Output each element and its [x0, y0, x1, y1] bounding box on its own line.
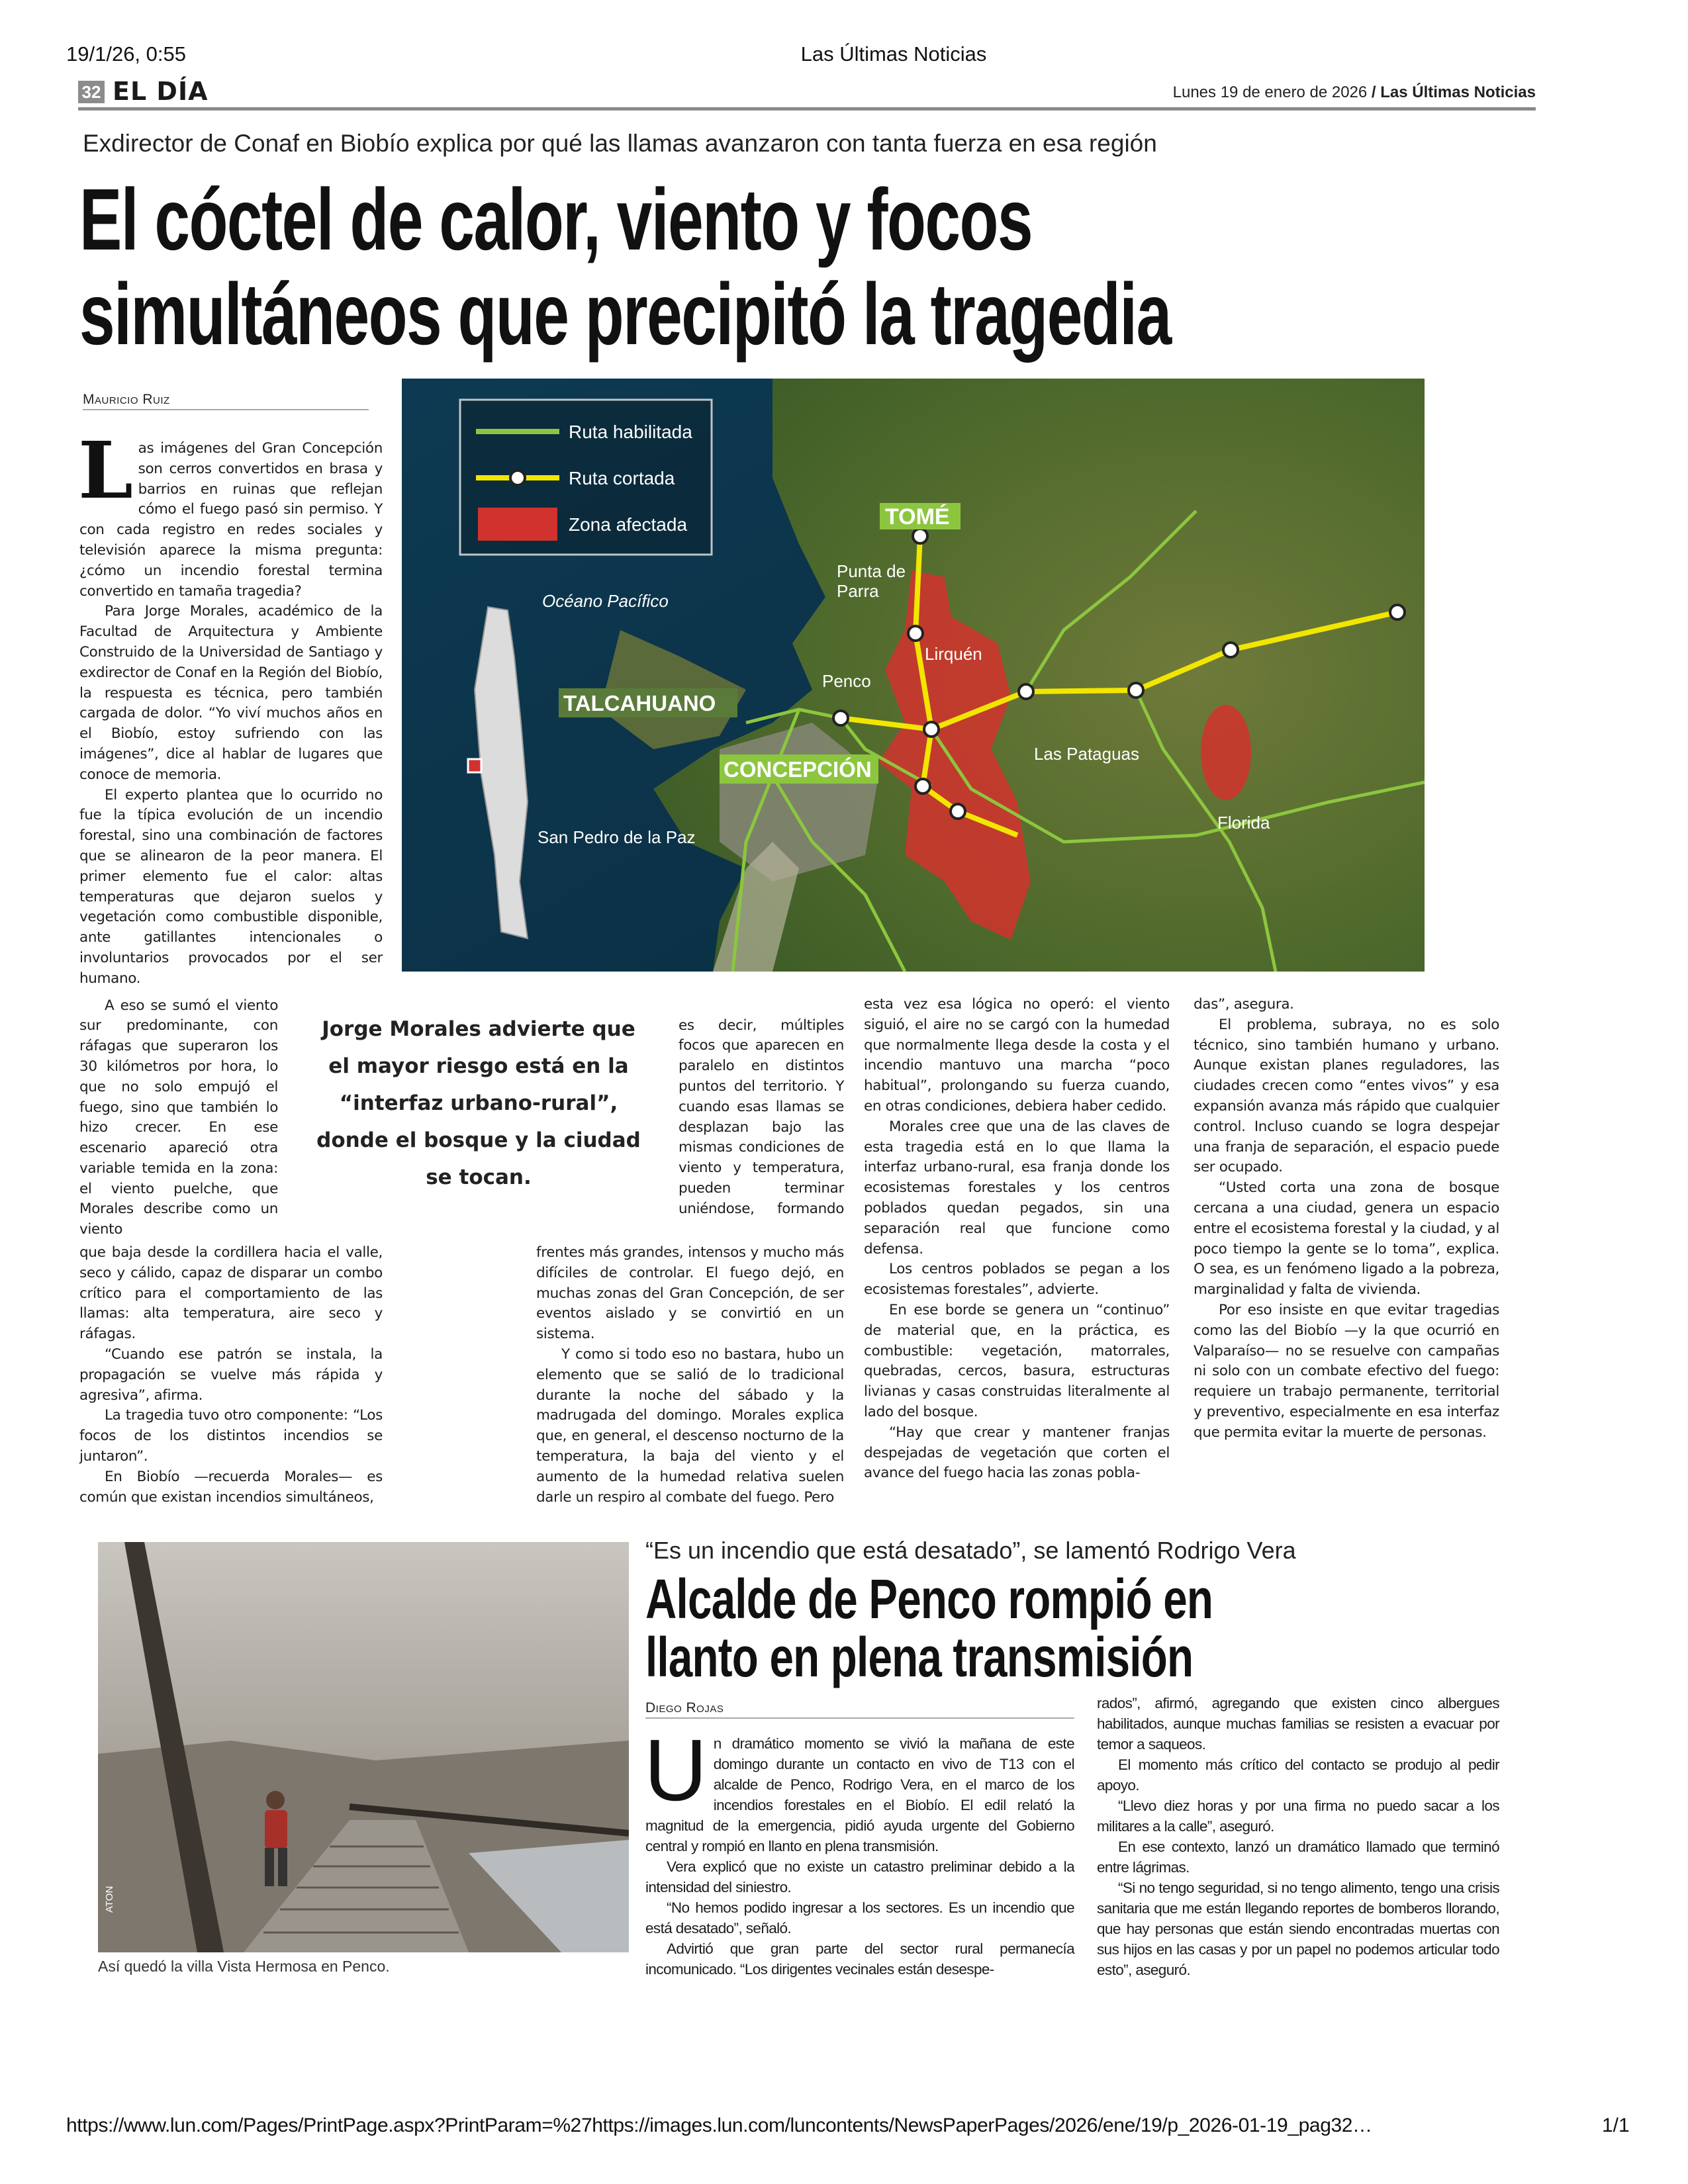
map-label-punta-de-parra: Punta de — [837, 561, 906, 581]
article1-headline-line2: simultáneos que precipitó la tragedia — [79, 265, 1171, 363]
newspaper-name: / Las Últimas Noticias — [1371, 83, 1536, 101]
map-label-las-pataguas: Las Pataguas — [1034, 744, 1140, 764]
article2-byline: Diego Rojas — [645, 1700, 1074, 1719]
article2-kicker: “Es un incendio que está desatado”, se lamentó Rodrigo Vera — [645, 1537, 1296, 1565]
article2-col2 — [1097, 1693, 1499, 1980]
article2-photo — [98, 1542, 629, 1952]
article1-byline: Mauricio Ruiz — [83, 392, 369, 410]
issue-date: Lunes 19 de enero de 2026 — [1172, 83, 1368, 101]
article1-headline-line1: El cóctel de calor, viento y focos — [79, 171, 1033, 268]
map-label-florida: Florida — [1217, 813, 1270, 833]
paragraph: En ese borde se genera un “continuo” de material que, en la práctica, es combustible: vegetación, matorrales, quebradas, cercos, basura, estructuras livianas y casas construidas literalmente al lado del bosque. — [864, 1301, 1170, 1420]
article1-kicker: Exdirector de Conaf en Biobío explica por qué las llamas avanzaron con tanta fuerza en esa región — [83, 130, 1157, 157]
paragraph: rados”, afirmó, agregando que existen cinco albergues habilitados, aunque muchas familias se resisten a evacuar por temor a saqueos. — [1097, 1695, 1499, 1753]
pull-quote-line: el mayor riesgo está en la — [328, 1054, 629, 1078]
paragraph: El experto plantea que lo ocurrido no fue la típica evolución de un incendio forestal, sino una combinación de factores que se alinearon de la peor manera. El primer elemento fue el calor: altas temperaturas que dejaron suelos y vegetación como combustible disponible, ante gatillantes intencionales o involuntarios provocados por el ser humano. — [79, 786, 383, 987]
section-name: EL DÍA — [113, 77, 209, 106]
article2-dropcap: U — [644, 1721, 707, 1819]
article1-col2-bottom — [536, 1243, 844, 1508]
article1-bottom-row — [79, 1243, 844, 1508]
paragraph: La tragedia tuvo otro componente: “Los focos de los distintos incendios se juntaron”. — [79, 1407, 383, 1465]
print-url: https://www.lun.com/Pages/PrintPage.aspx?PrintParam=%27https://images.lun.com/luncontents/NewsPaperPages/2026/ene/19/p_2026-01-19_pag32… — [66, 2115, 1372, 2136]
article1-col2-narrow — [679, 1016, 844, 1220]
paragraph: Morales cree que una de las claves de esta tragedia está en lo que llama la interfaz urbano-rural, esa franja donde los ecosistemas forestales y los centros poblados quedan pegados, sin una separación real que funcione como defensa. — [864, 1118, 1170, 1257]
pull-quote-line: “interfaz urbano-rural”, — [339, 1091, 618, 1115]
paragraph: Vera explicó que no existe un catastro preliminar debido a la intensidad del siniestro. — [645, 1858, 1074, 1896]
legend-closed-road-label: Ruta cortada — [569, 468, 675, 488]
paragraph: Y como si todo eso no bastara, hubo un elemento que se salió de lo tradicional durante la noche del sábado y la madrugada del domingo. Morales explica que, en general, el descenso nocturno de la temperatura, la baja del viento y el aumento de la humedad relativa suelen darle un respiro al combate del fuego. Pero — [536, 1346, 844, 1506]
paragraph: En ese contexto, lanzó un dramático llamado que terminó entre lágrimas. — [1097, 1839, 1499, 1876]
paragraph: Los centros poblados se pegan a los ecosistemas forestales”, advierte. — [864, 1261, 1170, 1298]
article2-headline-line1: Alcalde de Penco rompió en — [645, 1568, 1213, 1631]
article2-columns — [645, 1693, 1499, 1980]
paragraph: as imágenes del Gran Concepción son cerros convertidos en brasa y barrios en ruinas que reflejan cómo el fuego pasó sin permiso. Y con cada registro en redes sociales y televisión aparece la misma pregunta: ¿cómo un incendio forestal termina convertido en tamaña tragedia? — [79, 440, 383, 600]
paragraph: que baja desde la cordillera hacia el valle, seco y cálido, capaz de disparar un combo crítico para el comportamiento de las llamas: alta temperatura, aire seco y ráfagas. — [79, 1244, 383, 1343]
article2-col1 — [644, 1721, 1074, 1979]
photo-caption: Así quedó la villa Vista Hermosa en Penco. — [98, 1958, 390, 1976]
article1-col1-bottom — [79, 1243, 383, 1508]
article1-col3 — [864, 995, 1170, 1484]
paragraph: “Usted corta una zona de bosque cercana a una ciudad, genera un espacio entre el ecosistema forestal y la ciudad, y al poco tiempo la gente se lo toma”, explica. O sea, es un fenómeno ligado a la pobreza, marginalidad y falta de vivienda. — [1194, 1179, 1499, 1298]
map-label-tome: TOMÉ — [885, 504, 950, 529]
map-label-san-pedro: San Pedro de la Paz — [538, 827, 696, 847]
pull-quote-line: donde el bosque y la ciudad — [316, 1128, 641, 1152]
paragraph: Para Jorge Morales, académico de la Facultad de Arquitectura y Ambiente Construido de la Universidad de Santiago y exdirector de Conaf en la Región del Biobío, la respuesta es técnica, pero también cargada de dolor. “Yo viví muchos años en el Biobío, estoy sufriendo con las imágenes”, dice al hablar de lugares que conoce de memoria. — [79, 603, 383, 783]
paragraph: “Cuando ese patrón se instala, la propagación se vuelve más rápida y agresiva”, afirma. — [79, 1346, 383, 1404]
paragraph: das”, asegura. — [1194, 996, 1294, 1013]
print-datetime: 19/1/26, 0:55 — [66, 42, 186, 66]
paragraph: El momento más crítico del contacto se produjo al pedir apoyo. — [1097, 1756, 1499, 1794]
paragraph: esta vez esa lógica no operó: el viento siguió, el aire no se cargó con la humedad que normalmente llega desde la costa y el incendio mantuvo una marcha “poco habitual”, prolongando su fuerza cuando, en otras condiciones, debiera haber cedido. — [864, 996, 1170, 1115]
map-label-penco: Penco — [822, 671, 871, 691]
article2-headline-line2: llanto en plena transmisión — [645, 1626, 1194, 1689]
article1-col4 — [1194, 995, 1499, 1443]
legend-open-road-label: Ruta habilitada — [569, 422, 692, 442]
paragraph: “No hemos podido ingresar a los sectores. Es un incendio que está desatado”, señaló. — [645, 1899, 1074, 1937]
pull-quote-line: se tocan. — [426, 1165, 532, 1189]
map-label-lirquen: Lirquén — [925, 644, 982, 664]
paragraph: En Biobío —recuerda Morales— es común que existan incendios simultáneos, — [79, 1468, 383, 1506]
article2-photo-block — [98, 1542, 629, 1976]
paragraph: El problema, subraya, no es solo técnico, sino también humano y urbano. Aunque existan planes reguladores, las ciudades crecen como “entes vivos” y esa expansión avanza más rápido que cualquier control. Incluso cuando se logra despejar una franja de separación, el espacio puede ser ocupado. — [1194, 1016, 1499, 1176]
print-page-count: 1/1 — [1602, 2115, 1630, 2136]
article1-mid-row — [79, 996, 844, 1241]
article1-dropcap: L — [78, 424, 133, 516]
photo-credit: ATON — [104, 1886, 115, 1913]
paragraph: A eso se sumó el viento sur predominante, con ráfagas que superaron los 30 kilómetros por hora, lo que no solo empujó el fuego, sino que también lo hizo crecer. En ese escenario apareció otra variable temida en la zona: el viento puelche, que Morales describe como un viento — [79, 997, 278, 1238]
paragraph: “Si no tengo seguridad, si no tengo alimento, tengo una crisis sanitaria que me están llegando reportes de bomberos llorando, que hay personas que están siendo encontradas muertas con sus hijos en las casas y por un papel no podemos articular todo esto”, aseguró. — [1097, 1880, 1499, 1979]
map-label-concepcion: CONCEPCIÓN — [724, 757, 872, 782]
print-title: Las Últimas Noticias — [800, 42, 987, 66]
map-label-parra: Parra — [837, 581, 879, 601]
article2-text — [645, 1537, 1499, 1980]
section-bar — [78, 78, 1536, 111]
paragraph: frentes más grandes, intensos y mucho más difíciles de controlar. El fuego dejó, en muchas zonas del Gran Concepción, de ser eventos aislado y se convirtió en un sistema. — [536, 1244, 844, 1343]
paragraph: Advirtió que gran parte del sector rural permanecía incomunicado. “Los dirigentes vecinales están desespe- — [645, 1940, 1074, 1978]
article2 — [79, 1537, 1501, 1980]
paragraph: “Hay que crear y mantener franjas despejadas de vegetación que corten el avance del fuego hacia las zonas pobla- — [864, 1424, 1170, 1482]
pull-quote-line: Jorge Morales advierte que — [322, 1017, 635, 1041]
legend-affected-label: Zona afectada — [569, 514, 688, 535]
paragraph: “Llevo diez horas y por una firma no puedo sacar a los militares a la calle”, aseguró. — [1097, 1797, 1499, 1835]
paragraph: n dramático momento se vivió la mañana de este domingo durante un contacto en vivo de T13 con el alcalde de Penco, Rodrigo Vera, en el marco de los incendios forestales en el Biobío. El edil relató la magnitud de la emergencia, pidió ayuda urgente del Gobierno central y rompió en llanto en plena transmisión. — [645, 1735, 1074, 1855]
article1-col1-narrow — [79, 996, 278, 1241]
paragraph: Por eso insiste en que evitar tragedias como las del Biobío —y la que ocurrió en Valparaíso— no se resuelve con campañas ni solo con un combate efectivo del fuego: requiere un trabajo permanente, territorial y preventivo, especialmente en esa interfaz que permita evitar la muerte de personas. — [1194, 1301, 1499, 1441]
pull-quote — [290, 1011, 667, 1196]
map-label-talcahuano: TALCAHUANO — [563, 691, 716, 715]
article1-col1-top — [78, 424, 383, 989]
page-number: 32 — [78, 81, 105, 103]
paragraph: es decir, múltiples focos que aparecen en paralelo en distintos puntos del territorio. Y cuando esas llamas se desplazan bajo las mismas condiciones de viento y temperatura, pueden terminar uniéndose, formando — [679, 1017, 844, 1217]
section-dateline — [1173, 83, 1536, 102]
article2-col1-block — [645, 1693, 1074, 1979]
map-label-oceano: Océano Pacífico — [542, 591, 669, 611]
